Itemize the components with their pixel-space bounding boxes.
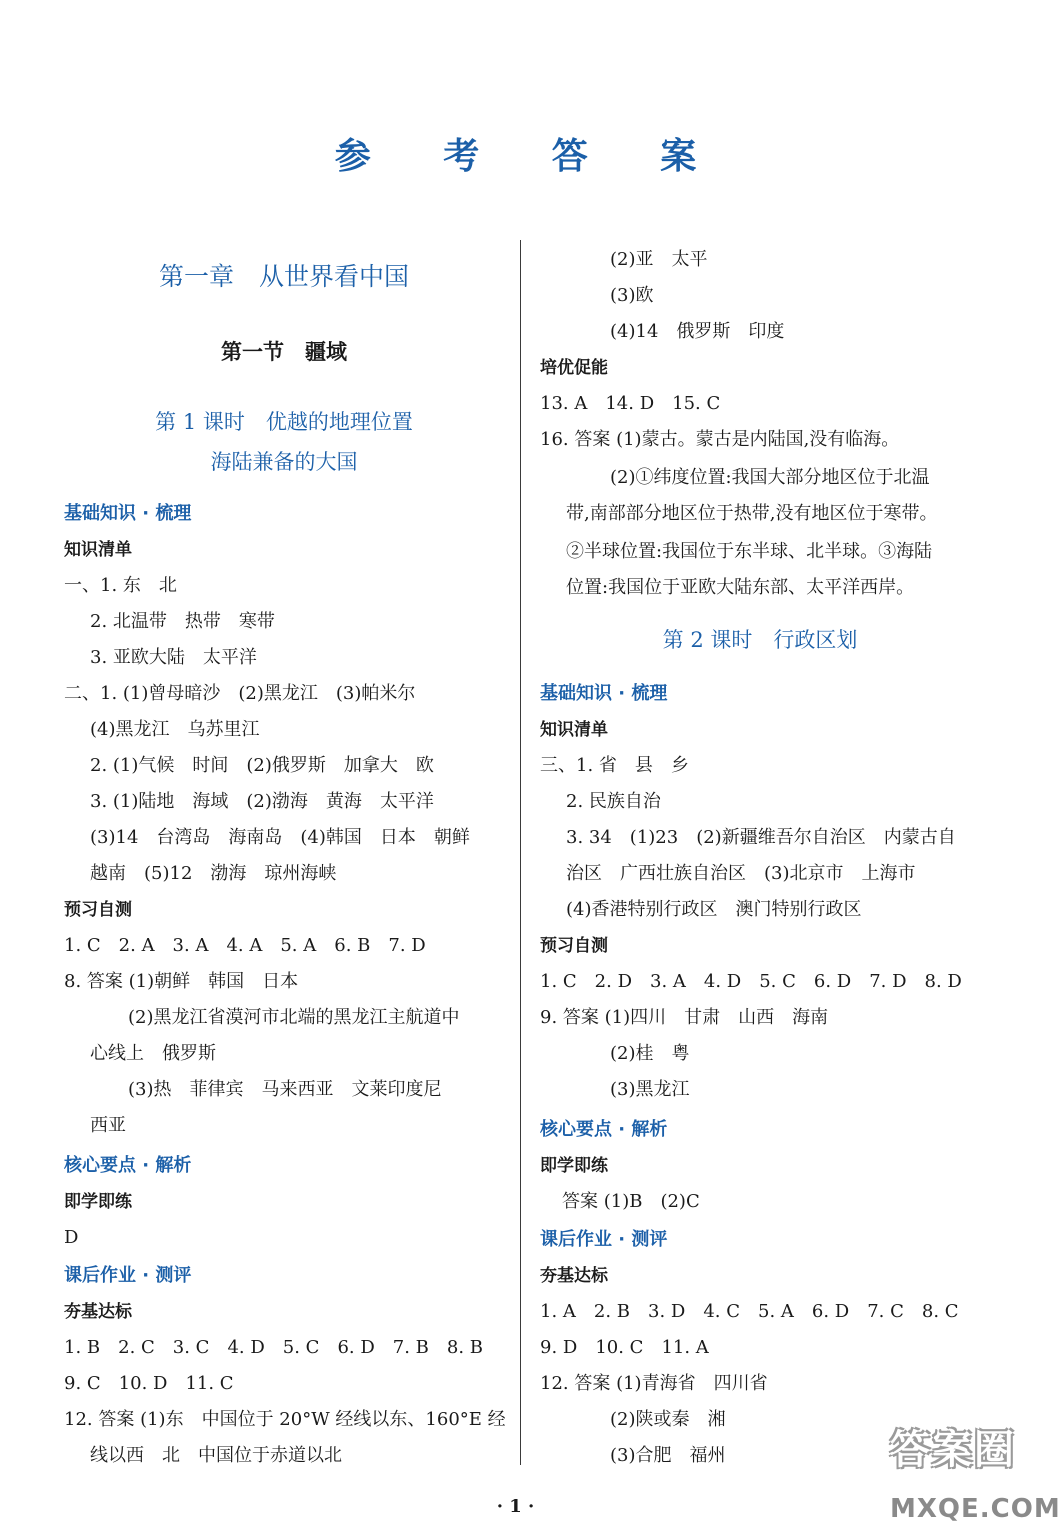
- heading-core-points: 核心要点 · 解析: [540, 1119, 668, 1140]
- answer-line: (2)①纬度位置:我国大部分地区位于北温: [610, 467, 930, 488]
- answer-line: D: [64, 1227, 79, 1248]
- answer-line: 西亚: [90, 1115, 126, 1136]
- answer-line: 2. (1)气候 时间 (2)俄罗斯 加拿大 欧: [90, 755, 434, 776]
- answer-line: (2)亚 太平: [610, 249, 708, 270]
- heading-foundation: 夯基达标: [64, 1302, 132, 1322]
- answer-line: 二、1. (1)曾母暗沙 (2)黑龙江 (3)帕米尔: [64, 683, 416, 704]
- answer-line: 8. 答案 (1)朝鲜 韩国 日本: [64, 971, 299, 992]
- answer-line: (3)欧: [610, 285, 654, 306]
- answer-line: (3)合肥 福州: [610, 1445, 726, 1466]
- answer-line: 心线上 俄罗斯: [90, 1043, 216, 1064]
- answer-line: (2)黑龙江省漠河市北端的黑龙江主航道中: [128, 1007, 460, 1028]
- answer-line: 16. 答案 (1)蒙古。蒙古是内陆国,没有临海。: [540, 429, 900, 450]
- answer-line: 2. 北温带 热带 寒带: [90, 611, 275, 632]
- answer-line: 一、1. 东 北: [64, 575, 177, 596]
- answer-line: (4)香港特别行政区 澳门特别行政区: [566, 899, 862, 920]
- answer-line: 12. 答案 (1)青海省 四川省: [540, 1373, 768, 1394]
- chapter-title: 第一章 从世界看中国: [158, 262, 409, 291]
- answer-line: (4)黑龙江 乌苏里江: [90, 719, 260, 740]
- answer-line: 9. C 10. D 11. C: [64, 1373, 234, 1394]
- lesson-title-line2: 海陆兼备的大国: [210, 450, 358, 474]
- answer-line: 越南 (5)12 渤海 琼州海峡: [90, 863, 337, 884]
- heading-knowledge-list: 知识清单: [64, 540, 132, 560]
- answer-line: 三、1. 省 县 乡: [540, 755, 689, 776]
- answer-line: 1. B 2. C 3. C 4. D 5. C 6. D 7. B 8. B: [64, 1337, 484, 1358]
- section-title: 第一节 疆域: [221, 340, 347, 364]
- answer-line: 3. 亚欧大陆 太平洋: [90, 647, 257, 668]
- lesson-title-line1: 第 1 课时 优越的地理位置: [155, 410, 413, 434]
- lesson-title: 第 2 课时 行政区划: [662, 628, 858, 652]
- heading-practice: 即学即练: [540, 1156, 608, 1176]
- heading-homework: 课后作业 · 测评: [540, 1229, 668, 1250]
- answer-line: ②半球位置:我国位于东半球、北半球。③海陆: [566, 541, 933, 562]
- answer-line: 治区 广西壮族自治区 (3)北京市 上海市: [566, 863, 916, 884]
- watermark-logo: 答案圈: [890, 1427, 1016, 1473]
- heading-basic-knowledge: 基础知识 · 梳理: [64, 503, 192, 524]
- answer-line: 12. 答案 (1)东 中国位于 20°W 经线以东、160°E 经: [64, 1409, 506, 1430]
- page-title: 参 考 答 案: [334, 136, 727, 177]
- answer-line: (3)热 菲律宾 马来西亚 文莱印度尼: [128, 1079, 442, 1100]
- heading-preview-test: 预习自测: [540, 936, 608, 956]
- heading-foundation: 夯基达标: [540, 1266, 608, 1286]
- watermark: [888, 1418, 1061, 1532]
- answer-line: 位置:我国位于亚欧大陆东部、太平洋西岸。: [566, 577, 915, 598]
- heading-knowledge-list: 知识清单: [540, 720, 608, 740]
- answer-line: 线以西 北 中国位于赤道以北: [90, 1445, 342, 1466]
- answer-line: 2. 民族自治: [566, 791, 661, 812]
- column-divider: [520, 240, 521, 1465]
- page-number: · 1 ·: [496, 1496, 535, 1517]
- answer-line: (3)14 台湾岛 海南岛 (4)韩国 日本 朝鲜: [90, 827, 470, 848]
- answer-line: 1. A 2. B 3. D 4. C 5. A 6. D 7. C 8. C: [540, 1301, 959, 1322]
- watermark-url: MXQE.COM: [890, 1494, 1061, 1524]
- heading-practice: 即学即练: [64, 1192, 132, 1212]
- answer-line: 9. D 10. C 11. A: [540, 1337, 709, 1358]
- answer-line: 答案 (1)B (2)C: [562, 1191, 700, 1212]
- answer-line: (2)陕或秦 湘: [610, 1409, 726, 1430]
- answer-line: (4)14 俄罗斯 印度: [610, 321, 785, 342]
- answer-line: 1. C 2. D 3. A 4. D 5. C 6. D 7. D 8. D: [540, 971, 962, 992]
- answer-line: 1. C 2. A 3. A 4. A 5. A 6. B 7. D: [64, 935, 426, 956]
- answer-line: 13. A 14. D 15. C: [540, 393, 721, 414]
- answer-line: 3. (1)陆地 海域 (2)渤海 黄海 太平洋: [90, 791, 434, 812]
- heading-basic-knowledge: 基础知识 · 梳理: [540, 683, 668, 704]
- heading-core-points: 核心要点 · 解析: [64, 1155, 192, 1176]
- heading-homework: 课后作业 · 测评: [64, 1265, 192, 1286]
- answer-line: (3)黑龙江: [610, 1079, 690, 1100]
- heading-preview-test: 预习自测: [64, 900, 132, 920]
- answer-line: 3. 34 (1)23 (2)新疆维吾尔自治区 内蒙古自: [566, 827, 956, 848]
- answer-line: (2)桂 粤: [610, 1043, 690, 1064]
- answer-line: 9. 答案 (1)四川 甘肃 山西 海南: [540, 1007, 829, 1028]
- answer-line: 带,南部部分地区位于热带,没有地区位于寒带。: [566, 503, 938, 524]
- heading-advanced: 培优促能: [540, 358, 608, 378]
